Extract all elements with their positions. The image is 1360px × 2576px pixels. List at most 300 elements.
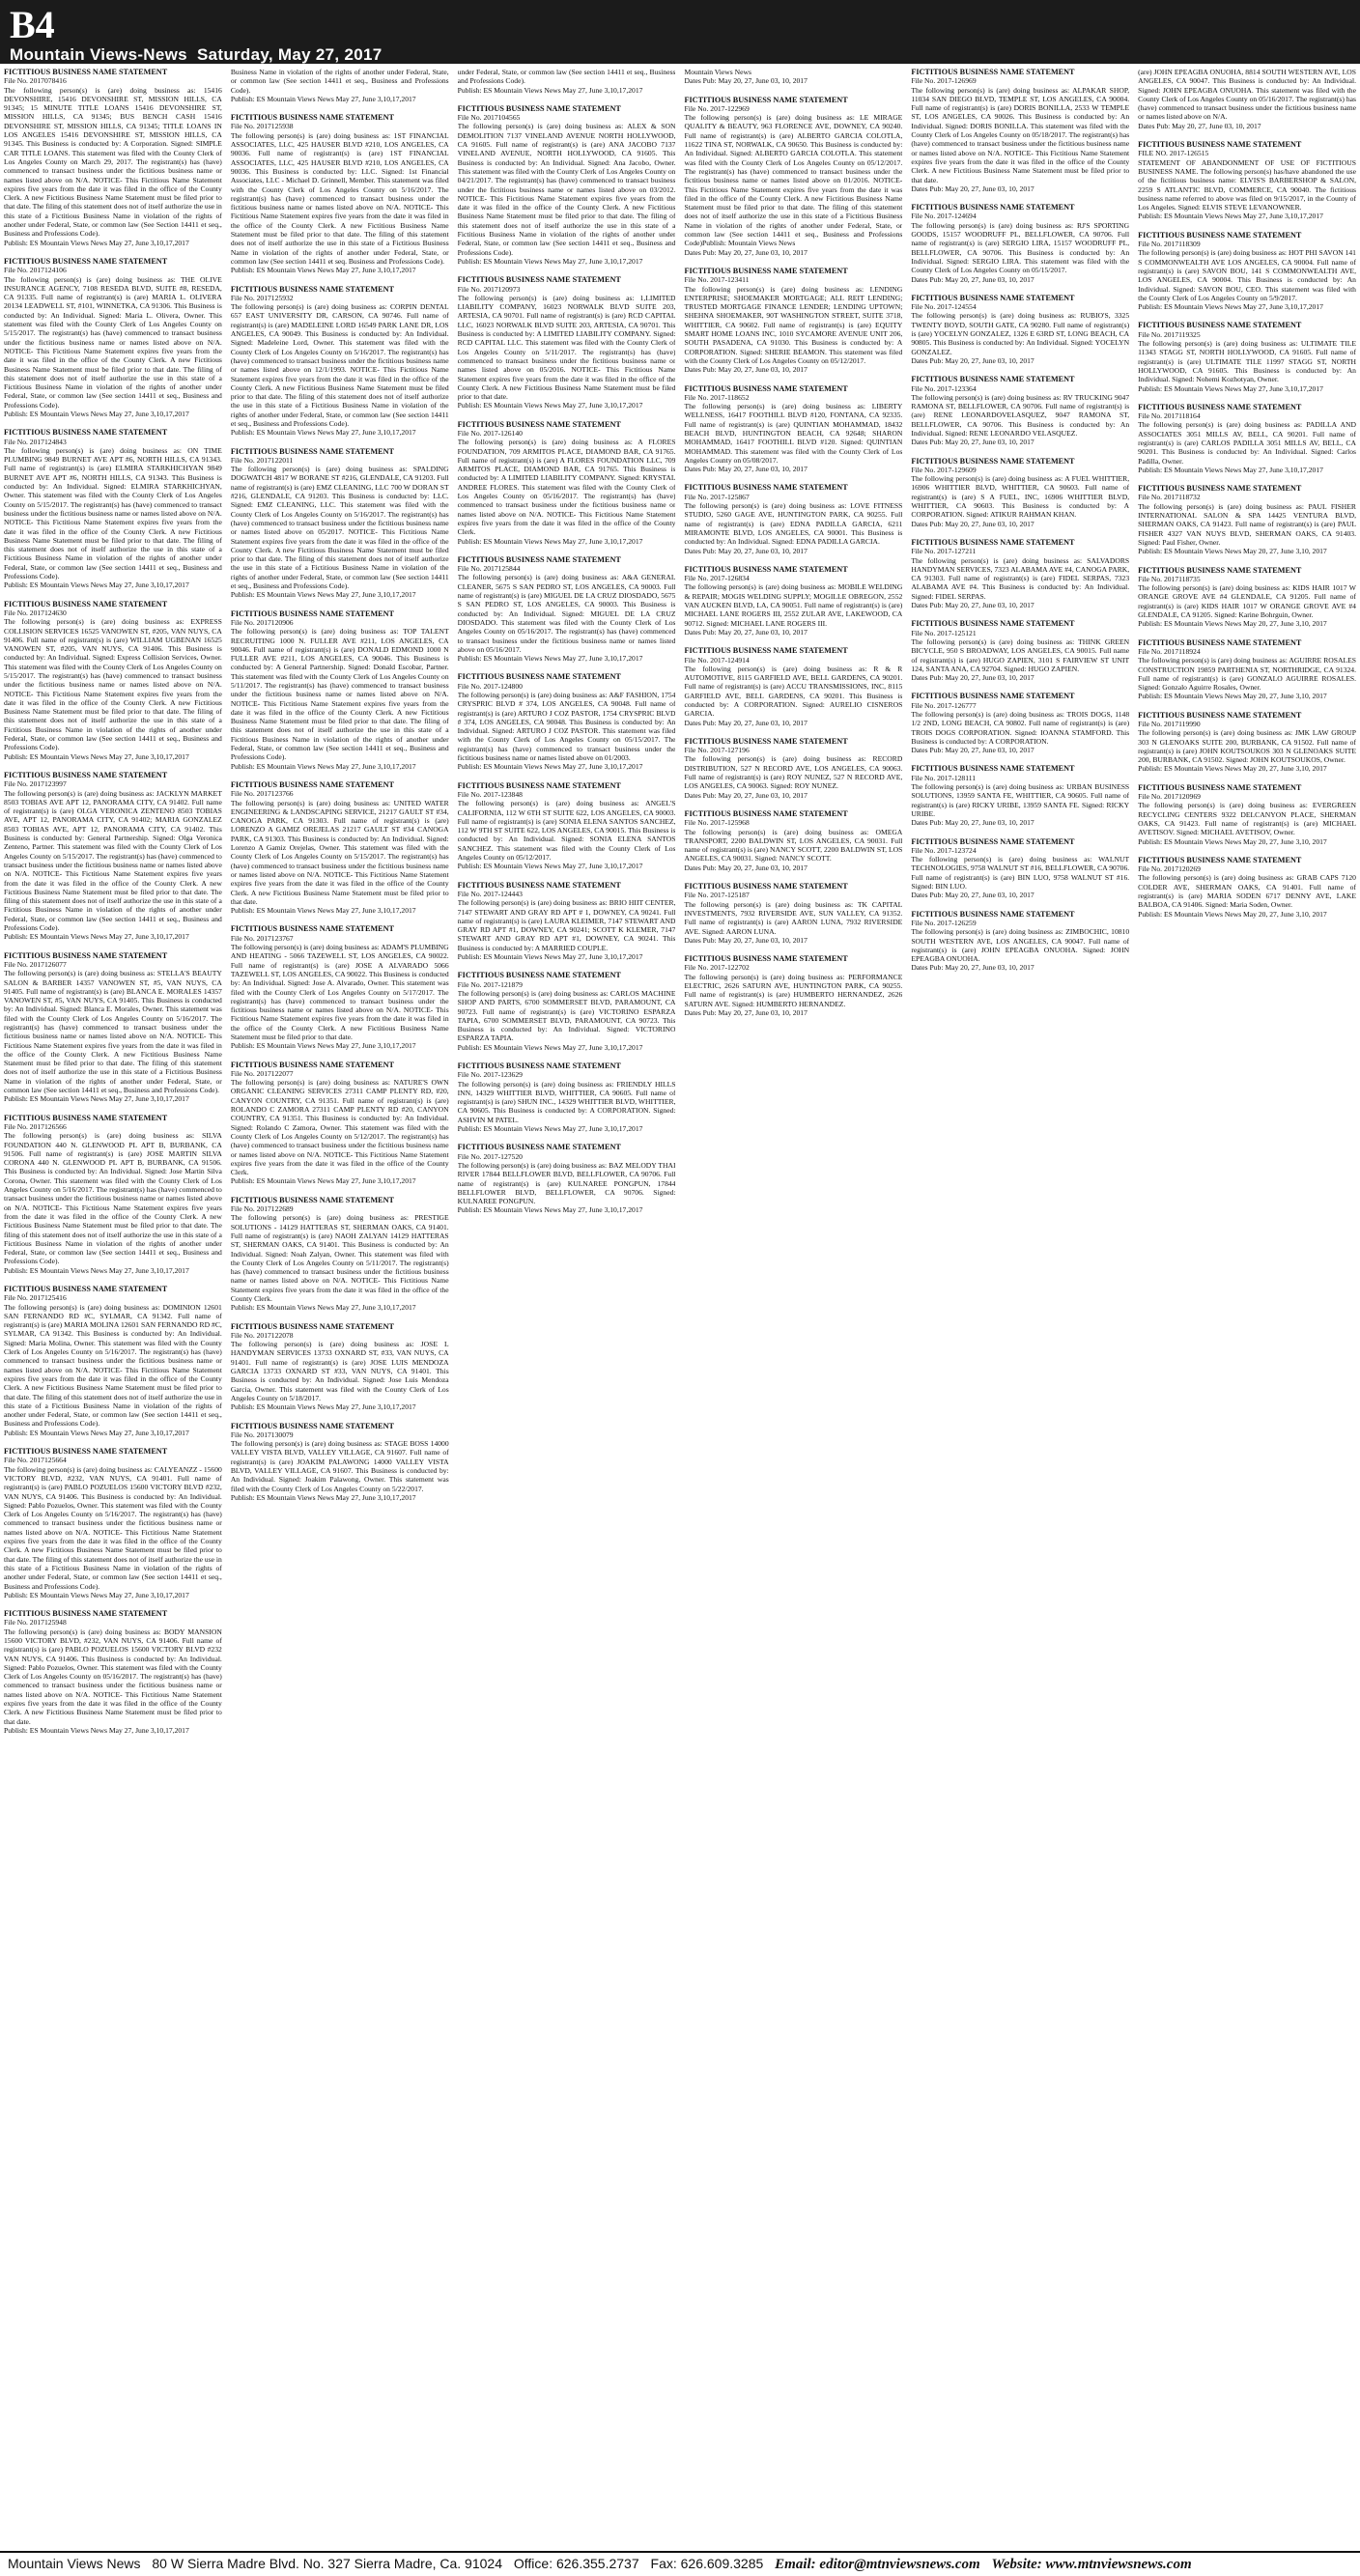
notice-body: The following person(s) is (are) doing business as: ULTIMATE TILE 11343 STAGG ST, NORTH HOLLYWOOD, CA 91605. Full name of registrant(s) is (are) ULTIMATE TILE 11997 STAGG ST, NORTH HOLLYWOOD, CA 91605. This Business is conducted by: An Individual. Signed: Nohemi Kozhotyan, Owner. <box>1138 339 1356 384</box>
legal-notice <box>458 1143 676 1214</box>
legal-notice <box>458 420 676 546</box>
notice-body: The following person(s) is (are) doing business as: STELLA'S BEAUTY SALON & BARBER 14357 VANOWEN ST, #5, VAN NUYS, CA 91405. Full name of registrant(s) is (are) BLANCA E. MORALES 14357 VANOWEN ST, #5, VAN NUYS, CA 91405. This Business is conducted by: An Individual. Signed: Blanca E. Morales, Owner. This statement was filed with the County Clerk of Los Angeles County on 5/16/2017. The registrant(s) has (have) commenced to transact business under the fictitious business name or names listed above on N/A. NOTICE- This Fictitious Name Statement expires five years from the date it was filed in the office of the County Clerk. A new Fictitious Business Name Statement must be filed prior to that date. The filing of this statement does not of itself authorize the use in this state of a Fictitious Business Name in violation of the rights of another under Federal, State, or common law (See section 14411 et seq., Business and Professions Code). <box>4 969 222 1095</box>
notice-heading: FICTITIOUS BUSINESS NAME STATEMENT <box>1138 637 1302 647</box>
footer-email[interactable]: Email: editor@mtnviewsnews.com <box>775 2557 980 2572</box>
notice-heading: FICTITIOUS BUSINESS NAME STATEMENT <box>457 275 621 285</box>
notice-publication-dates: Publish: ES Mountain Views News May 27, June 3,10,17,2017 <box>1138 212 1323 221</box>
notice-heading: FICTITIOUS BUSINESS NAME STATEMENT <box>230 924 395 934</box>
notice-publication-dates: Publish: ES Mountain Views News May 27, June 3,10,17,2017 <box>230 1402 416 1412</box>
notice-file-number: File No. 2017-123724 <box>911 845 977 855</box>
notice-body: The following person(s) is (are) doing business as: HOT PHI SAVON 141 S COMMONWEALTH AVE LOS ANGELES, CA 90004. Full name of registrant(s) is (are) SAVON BOU, 141 S COMMONWEALTH AVE, LOS ANGELES, CA 90004. This Business is conducted by: An Individual. Signed: SAVON BOU, CEO. This statement was filed with the County Clerk of Los Angeles County on 5/9/2017. <box>1138 248 1356 302</box>
notice-heading: FICTITIOUS BUSINESS NAME STATEMENT <box>4 1447 168 1457</box>
legal-notice <box>1138 638 1356 701</box>
legal-notice <box>911 619 1129 682</box>
notice-column <box>458 68 676 2548</box>
notice-body: The following person(s) is (are) doing business as: URBAN BUSINESS SOLUTIONS, 13959 SANTA FE, WHITTIER, CA 90605. Full name of registrant(s) is (are) RICKY URIBE, 13959 SANTA FE. Signed: RICKY URIBE. <box>911 782 1130 818</box>
notice-body: The following person(s) is (are) doing business as: DOMINION 12601 SAN FERNANDO RD #C, SYLMAR, CA 91342. Full name of registrant(s) is (are) MARIA MOLINA 12601 SAN FERNANDO RD #C, SYLMAR, CA 91342. This Business is conducted by: An Individual. Signed: Maria Molina, Owner. This statement was filed with the County Clerk of Los Angeles County on 5/16/2017. The registrant(s) has (have) commenced to transact business under the fictitious business name or names listed above on N/A. NOTICE- This Fictitious Name Statement expires five years from the date it was filed in the office of the County Clerk. A new Fictitious Business Name Statement must be filed prior to that date. The filing of this statement does not of itself authorize the use in this state of a Fictitious Business Name in violation of the rights of another under Federal, State, or common law (See section 14411 et seq., Business and Professions Code). <box>4 1302 222 1429</box>
notice-file-number: File No. 2017-124800 <box>457 681 523 691</box>
issue-date: Saturday, May 27, 2017 <box>196 45 382 64</box>
legal-notice <box>231 1422 449 1503</box>
notice-file-number: File No. 2017-126834 <box>684 574 750 583</box>
legal-notice <box>458 68 676 95</box>
notice-body: The following person(s) is (are) doing business as: SPALDING DOGWATCH 4817 W BORANE ST #216, GLENDALE, CA 91203. Full name of registrant(s) is (are) EMZ CLEANING, LLC 700 W DORAN ST #216, GLENDALE, CA 91203. This Business is conducted by: LLC. Signed: EMZ CLEANING, LLC. This statement was filed with the County Clerk of Los Angeles County on 5/16/2017. The registrant(s) has (have) commenced to transact business under the fictitious business name or names listed above on 05/2017. NOTICE- This Fictitious Name Statement expires five years from the date it was filed in the office of the County Clerk. A new Fictitious Business Name Statement must be filed prior to that date. The filing of this statement does not of itself authorize the use in this state of a Fictitious Business Name in violation of the rights of another under Federal, State, or common law (See section 14411 et seq., Business and Professions Code). <box>230 465 449 591</box>
notice-publication-dates: Publish: ES Mountain Views News May 27, June 3,10,17,2017 <box>4 580 189 590</box>
notice-publication-dates: Dates Pub: May 20, 27, June 03, 10, 2017 <box>684 627 808 637</box>
notice-publication-dates: Publish: ES Mountain Views News May 27, June 3,10,17,2017 <box>230 1176 416 1186</box>
notice-publication-dates: Publish: ES Mountain Views News May 27, June 3,10,17,2017 <box>457 85 643 95</box>
notice-publication-dates: Dates Pub: May 20, 27, June 03, 10, 2017 <box>1138 121 1261 130</box>
paper-name: Mountain Views-News <box>10 45 187 64</box>
notice-heading: FICTITIOUS BUSINESS NAME STATEMENT <box>230 779 395 789</box>
notice-body: The following person(s) is (are) doing business as: ALPAKAR SHOP, 11034 SAN DIEGO BLVD, TEMPLE ST, LOS ANGELES, CA 90004. Full name of registrant(s) is (are) DORIS BONILLA, 2533 W TEMPLE ST, LOS ANGELES, CA 90026. This Business is conducted by: An Individual. Signed: DORIS BONILLA. This statement was filed with the County Clerk of Los Angeles County on 05/18/2017. The registrant(s) has (have) commenced to transact business under the fictitious business name or names listed above on N/A. NOTICE- This Fictitious Name Statement expires five years from the date it was filed in the office of the County Clerk. A new Fictitious Business Name Statement must be filed prior to that date. <box>911 85 1130 184</box>
notice-body: Business Name in violation of the rights of another under Federal, State, or common law (See section 14411 et seq., Business and Professions Code). <box>230 68 449 95</box>
notice-body: The following person(s) is (are) doing business as: A FLORES FOUNDATION, 709 ARMITOS PLACE, DIAMOND BAR, CA 91765. Full name of registrant(s) is (are) A FLORES FOUNDATION LLC, 709 ARMITOS PLACE, DIAMOND BAR, CA 91765. This Business is conducted by: A LIMITED LIABILITY COMPANY. Signed: KRYSTAL ANDREE FLORES. This statement was filed with the County Clerk of Los Angeles County on 05/16/2017. The registrant(s) has (have) commenced to transact business under the fictitious business name or names listed above on N/A. NOTICE- This Fictitious Name Statement expires five years from the date it was filed in the office of the County Clerk. <box>457 438 676 537</box>
notice-body: The following person(s) is (are) doing business as: EVERGREEN RECYCLING CENTERS 9322 DELCANYON PLACE, SHERMAN OAKS, CA 91423. Full name of registrant(s) is (are) MICHAEL AVETISOV. Signed: MICHAEL AVETISOV, Owner. <box>1138 801 1356 837</box>
notice-file-number: File No. 2017123766 <box>230 789 294 799</box>
notice-file-number: File No. 2017119325 <box>1138 329 1201 339</box>
notice-body: under Federal, State, or common law (See section 14411 et seq., Business and Professions Code). <box>457 68 676 86</box>
notice-body: The following person(s) is (are) doing business as: ADAM'S PLUMBING AND HEATING - 5066 TAZEWELL ST, LOS ANGELES, CA 90022. Full name of registrant(s) is (are) JOSE A ALVARADO 5066 TAZEWELL ST, LOS ANGELES, CA 90022. This Business is conducted by: An Individual. Signed: Jose A. Alvarado, Owner. This statement was filed with the County Clerk of Los Angeles County on 5/17/2017. The registrant(s) has (have) commenced to transact business under the fictitious business name or names listed above on N/A. NOTICE- This Fictitious Name Statement expires five years from the date it was filed in the office of the County Clerk. A new Fictitious Business Name Statement must be filed prior to that date. <box>230 943 449 1041</box>
notice-publication-dates: Dates Pub: May 20, 27, June 03, 10, 2017 <box>684 718 808 727</box>
legal-notice <box>1138 140 1356 221</box>
legal-notice <box>684 68 902 86</box>
notice-body: The following person(s) is (are) doing business as: CALYEANZZ - 15600 VICTORY BLVD, #232, VAN NUYS, CA 91401. Full name of registrant(s) is (are) PABLO POZUELOS 15600 VICTORY BLVD #232, VAN NUYS, CA 91406. This Business is conducted by: An Individual. Signed: Pablo Pozuelos, Owner. This statement was filed with the County Clerk of Los Angeles County on 5/16/2017. The registrant(s) has (have) commenced to transact business under the fictitious business name or names listed above on N/A. NOTICE- This Fictitious Name Statement expires five years from the date it was filed in the office of the County Clerk. A new Fictitious Business Name Statement must be filed prior to that date. The filing of this statement does not of itself authorize the use in this state of a Fictitious Business Name in violation of the rights of another under Federal, State, or common law (See section 14411 et seq., Business and Professions Code). <box>4 1464 222 1591</box>
notice-file-number: File No. 2017-124694 <box>911 212 977 221</box>
notice-heading: FICTITIOUS BUSINESS NAME STATEMENT <box>684 646 848 656</box>
notice-publication-dates: Publish: ES Mountain Views News May 27, June 3,10,17,2017 <box>4 1428 189 1437</box>
notice-body: The following person(s) is (are) doing business as: RECORD DISTRIBUTION, 527 N RECORD AVE, LOS ANGELES, CA 90063. Full name of registrant(s) is (are) ROY NUNEZ, 527 N RECORD AVE, LOS ANGELES, CA 90063. Signed: ROY NUNEZ. <box>684 754 903 791</box>
notice-publication-dates: Publish: ES Mountain Views News May 27, June 3,10,17,2017 <box>230 1303 416 1313</box>
notice-publication-dates: Publish: ES Mountain Views News May 20, 27, June 3,10, 2017 <box>1138 619 1327 629</box>
legal-notice <box>458 1062 676 1133</box>
notice-body: The following person(s) is (are) doing business as: TROIS DOGS, 1148 1/2 2ND, LONG BEACH, CA 90802. Full name of registrant(s) is (are) TROIS DOGS CORPORATION. Signed: IOANNA STAMFORD. This Business is conducted by: A CORPORATION. <box>911 710 1130 746</box>
notice-heading: FICTITIOUS BUSINESS NAME STATEMENT <box>911 293 1075 302</box>
notice-heading: FICTITIOUS BUSINESS NAME STATEMENT <box>4 1285 168 1293</box>
notice-heading: FICTITIOUS BUSINESS NAME STATEMENT <box>457 1143 621 1152</box>
notice-publication-dates: Publish: ES Mountain Views News May 27, June 3,10,17,2017 <box>230 590 416 600</box>
legal-notice <box>911 692 1129 754</box>
notice-file-number: File No. 2017122077 <box>230 1068 294 1078</box>
notice-file-number: File No. 2017-122969 <box>684 103 750 113</box>
notice-body: The following person(s) is (are) doing business as: NATURE'S OWN ORGANIC CLEANING SERVICES 27311 CAMP PLENTY RD, #20, CANYON COUNTRY, CA 91351. Full name of registrant(s) is (are) ROLANDO C ZAMORA 27311 CAMP PLENTY RD #20, CANYON COUNTRY, CA 91351. This Business is conducted by: An Individual. Signed: Rolando C Zamora, Owner. This statement was filed with the County Clerk of Los Angeles County on 5/12/2017. The registrant(s) has (have) commenced to transact business under the fictitious business name or names listed above on N/A. NOTICE- This Fictitious Name Statement expires five years from the date it was filed in the office of the County Clerk. <box>230 1078 449 1177</box>
notice-body: The following person(s) is (are) doing business as: CORPIN DENTAL 657 EAST UNIVERSITY DR, CARSON, CA 90746. Full name of registrant(s) is (are) MADELEINE LORD 16549 PARK LANE DR, LOS ANGELES, CA 90049. This Business is conducted by: An Individual. Signed: Madeleine Lord, Owner. This statement was filed with the County Clerk of Los Angeles County on 5/16/2017. The registrant(s) has (have) commenced to transact business under the fictitious business name or names listed above on 12/1/1993. NOTICE- This Fictitious Name Statement expires five years from the date it was filed in the office of the County Clerk. A new Fictitious Business Name Statement must be filed prior to that date. The filing of this statement does not of itself authorize the use in this state of a Fictitious Business Name in violation of the rights of another under Federal, State, or common law (See section 14411 et seq., Business and Professions Code). <box>230 302 449 428</box>
notice-heading: FICTITIOUS BUSINESS NAME STATEMENT <box>4 950 168 960</box>
notice-publication-dates: Publish: ES Mountain Views News May 27, June 3,10,17,2017 <box>457 654 643 664</box>
notice-body: The following person(s) is (are) doing business as: PRESTIGE SOLUTIONS - 14129 HATTERAS ST, SHERMAN OAKS, CA 91401. Full name of registrant(s) is (are) NAOH ZALYAN 14129 HATTERAS ST, SHERMAN OAKS, CA 91401. This Business is conducted by: An Individual. Signed: Noah Zalyan, Owner. This statement was filed with the County Clerk of Los Angeles County on 5/11/2017. The registrant(s) has (have) commenced to transact business under the fictitious business name or names listed above on N/A. NOTICE- This Fictitious Name Statement expires five years from the date it was filed in the office of the County Clerk. <box>230 1213 449 1303</box>
notice-file-number: File No. 2017-128111 <box>911 773 977 782</box>
notice-heading: FICTITIOUS BUSINESS NAME STATEMENT <box>230 113 395 123</box>
notice-file-number: File No. 2017-118652 <box>684 392 750 402</box>
notice-publication-dates: Publish: ES Mountain Views News May 27, June 3,10,17,2017 <box>1138 465 1323 474</box>
notice-heading: FICTITIOUS BUSINESS NAME STATEMENT <box>457 672 621 682</box>
notice-body: The following person(s) is (are) doing business as: JOSE L HANDYMAN SERVICES 13733 OXNARD ST, #33, VAN NUYS, CA 91401. Full name of registrant(s) is (are) JOSE LUIS MENDOZA GARCIA 13733 OXNARD ST #33, VAN NUYS, CA 91401. This Business is conducted by: An Individual. Signed: Jose Luis Mendoza Garcia, Owner. This statement was filed with the County Clerk of Los Angeles County on 5/18/2017. <box>230 1340 449 1402</box>
notice-column <box>684 68 902 2548</box>
notice-file-number: File No. 2017126077 <box>4 959 67 969</box>
legal-notice <box>4 600 222 761</box>
legal-notice <box>4 1285 222 1437</box>
notice-publication-dates: Publish: ES Mountain Views News May 27, June 3,10,17,2017 <box>457 762 643 772</box>
notice-body: The following person(s) is (are) doing business as: PERFORMANCE ELECTRIC, 2626 SATURN AVE, HUNTINGTON PARK, CA 90255. Full name of registrant(s) is (are) HUMBERTO HERNANDEZ, 2626 SATURN AVE. Signed: HUMBERTO HERNANDEZ. <box>684 972 903 1008</box>
notice-body: The following person(s) is (are) doing business as: STAGE BOSS 14000 VALLEY VISTA BLVD, VALLEY VILLAGE, CA 91607. Full name of registrant(s) is (are) JOAKIM PALAWONG 14000 VALLEY VISTA BLVD, VALLEY VILLAGE, CA 91607. This Business is conducted by: An Individual. Signed: Joakim Palawong, Owner. This statement was filed with the County Clerk of Los Angeles County on 5/22/2017. <box>230 1439 449 1493</box>
notice-file-number: File No. 2017125416 <box>4 1293 67 1303</box>
legal-notice <box>684 882 902 945</box>
notice-publication-dates: Publish: ES Mountain Views News May 27, June 3,10,17,2017 <box>4 238 189 247</box>
legal-notice <box>4 1609 222 1735</box>
notice-publication-dates: Dates Pub: May 20, 27, June 03, 10, 2017 <box>911 355 1034 365</box>
footer-office: Office: 626.355.2737 <box>513 2556 639 2571</box>
notice-publication-dates: Dates Pub: May 20, 27, June 03, 10, 2017 <box>911 184 1034 193</box>
legal-notice <box>684 483 902 554</box>
notice-body: The following person(s) is (are) doing business as: BAZ MELODY THAI RIVER 17844 BELLFLOWER BLVD, BELLFLOWER, CA 90706. Full name of registrant(s) is (are) KULNAREE PONGPUN, 17844 BELLFLOWER BLVD, BELLFLOWER, CA 90706. Signed: KULNAREE PONGPUN. <box>457 1160 676 1206</box>
notice-publication-dates: Dates Pub: May 20, 27, June 03, 10, 2017 <box>684 1007 808 1017</box>
notice-heading: FICTITIOUS BUSINESS NAME STATEMENT <box>911 692 1075 701</box>
notice-file-number: File No. 2017120969 <box>1138 792 1201 802</box>
notice-body: The following person(s) is (are) doing business as: ALEX & SON DEMOLITION 7137 VINELAND AVENUE NORTH HOLLYWOOD, CA 91605. Full name of registrant(s) is (are) ANA JACOBO 7137 VINELAND AVENUE, NORTH HOLLYWOOD, CA 91605. This Business is conducted by: An Individual. Signed: Ana Jacobo, Owner. This statement was filed with the County Clerk of Los Angeles County on 04/21/2017. The registrant(s) has (have) commenced to transact business under the fictitious business name or names listed above on 03/2012. NOTICE- This Fictitious Name Statement expires five years from the date it was filed in the office of the County Clerk. A new Fictitious Business Name Statement must be filed prior to that date. The filing of this statement does not of itself authorize the use in this state of a Fictitious Business Name in violation of the rights of another under Federal, State, or common law (See section 14411 et seq., Business and Professions Code). <box>457 122 676 257</box>
notice-file-number: File No. 2017-127520 <box>457 1151 523 1161</box>
notice-publication-dates: Publish: ES Mountain Views News May 27, June 3,10,17,2017 <box>230 906 416 916</box>
notice-body: The following person(s) is (are) doing business as: CARLOS MACHINE SHOP AND PARTS, 6700 SOMMERSET BLVD, PARAMOUNT, CA 90723. Full name of registrant(s) is (are) VICTORINO ESPARZA TAPIA, 6700 SOMMERSET BLVD, PARAMOUNT, CA 90723. This Business is conducted by: An Individual. Signed: VICTORINO ESPARZA TAPIA. <box>457 988 676 1043</box>
page-number: B4 <box>10 3 55 46</box>
notice-publication-dates: Publish: ES Mountain Views News May 20, 27, June 3,10, 2017 <box>1138 692 1327 701</box>
notice-heading: FICTITIOUS BUSINESS NAME STATEMENT <box>1138 230 1302 240</box>
notice-publication-dates: Dates Pub: May 20, 27, June 03, 10, 2017 <box>911 818 1034 828</box>
legal-notice <box>684 737 902 800</box>
notice-body: The following person(s) is (are) doing business as: MOBILE WELDING & REPAIR; MOGIS WELDING SUPPLY; MOGILLE OBREGON, 2552 VAN AUCKEN BLVD, LA, CA 90051. Full name of registrant(s) is (are) MICHAEL LANE ROGERS III, 2552 ZULAR AVE, LAKEWOOD, CA 90712. Signed: MICHAEL LANE ROGERS III. <box>684 582 903 628</box>
notice-publication-dates: Dates Pub: May 20, 27, June 03, 10, 2017 <box>684 76 808 86</box>
legal-notice <box>4 1114 222 1275</box>
notice-body: The following person(s) is (are) doing business as: THINK GREEN BICYCLE, 950 S BROADWAY, LOS ANGELES, CA 90015. Full name of registrant(s) is (are) HUGO ZAPIEN, 3101 S FAIRVIEW ST UNIT 124, SANTA ANA, CA 92704. Signed: HUGO ZAPIEN. <box>911 637 1130 673</box>
notice-publication-dates: Publish: ES Mountain Views News May 27, June 3,10,17,2017 <box>4 1265 189 1275</box>
footer-fax: Fax: 626.609.3285 <box>650 2556 764 2571</box>
notice-file-number: File No. 2017-123364 <box>911 383 977 393</box>
legal-notice <box>231 1061 449 1186</box>
legal-notice <box>458 275 676 410</box>
notice-heading: FICTITIOUS BUSINESS NAME STATEMENT <box>684 954 848 964</box>
notice-body: The following person(s) is (are) doing business as: FRIENDLY HILLS INN, 14329 WHITTIER BLVD, WHITTIER, CA 90605. Full name of registrant(s) is (are) SHUN INC., 14329 WHITTIER BLVD, WHITTIER, CA 90605. This Business is conducted by: A CORPORATION. Signed: ASHVIN M PATEL. <box>457 1079 676 1124</box>
legal-notice <box>1138 711 1356 774</box>
notice-body: Mountain Views News <box>684 68 751 76</box>
notice-file-number: File No. 2017124106 <box>4 266 67 275</box>
notice-file-number: File No. 2017120973 <box>457 284 521 294</box>
notice-body: The following person(s) is (are) doing business as: ON TIME PLUMBING 9849 BURNET AVE APT #6, NORTH HILLS, CA 91343. Full name of registrant(s) is (are) ELMIRA STARKHICHYAN 9849 BURNET AVE APT #6, NORTH HILLS, CA 91343. This Business is conducted by: An Individual. Signed: ELMIRA STARKHICHYAN, Owner. This statement was filed with the County Clerk of Los Angeles County on 5/15/2017. The registrant(s) has (have) commenced to transact business under the fictitious business name or names listed above on N/A. NOTICE- This Fictitious Name Statement expires five years from the date it was filed in the office of the County Clerk. A new Fictitious Business Name Statement must be filed prior to that date. The filing of this statement does not of itself authorize the use in this state of a Fictitious Business Name in violation of the rights of another under Federal, State, or common law (See section 14411 et seq., Business and Professions Code). <box>4 445 222 581</box>
notice-publication-dates: Dates Pub: May 20, 27, June 03, 10, 2017 <box>684 546 808 555</box>
notice-heading: FICTITIOUS BUSINESS NAME STATEMENT <box>1138 321 1302 330</box>
notice-heading: FICTITIOUS BUSINESS NAME STATEMENT <box>684 736 848 746</box>
masthead-title <box>10 46 382 64</box>
legal-notice <box>1138 321 1356 392</box>
notice-file-number: File No. 2017119990 <box>1138 720 1201 728</box>
notice-body: The following person(s) is (are) doing business as: LIBERTY WELLNESS, 16417 FOOTHILL BLVD #120, FONTANA, CA 92335. Full name of registrant(s) is (are) QUINTIAN MOHAMMAD, 18432 BEACH BLVD, HUNTINGTON BEACH, CA 92648; SHARON MOHAMMAD, 16417 FOOTHILL BLVD #120. Signed: QUINTIAN MOHAMMAD. This statement was filed with the County Clerk of Los Angeles County on 05/08/2017. <box>684 402 903 465</box>
notice-publication-dates: Dates Pub: May 20, 27, June 03, 10, 2017 <box>684 935 808 945</box>
notice-heading: FICTITIOUS BUSINESS NAME STATEMENT <box>1138 782 1302 792</box>
notice-heading: FICTITIOUS BUSINESS NAME STATEMENT <box>1138 565 1302 575</box>
notice-file-number: File No. 2017-126259 <box>911 918 977 927</box>
notice-heading: FICTITIOUS BUSINESS NAME STATEMENT <box>4 770 168 779</box>
notice-body: The following person(s) is (are) doing business as: AGUIRRE ROSALES CONSTRUCTION 19859 PARTHENIA ST, NORTHRIDGE, CA 91324. Full name of registrant(s) is (are) GONZALO AGUIRRE ROSALES. Signed: Gonzalo Aguirre Rosales, Owner. <box>1138 656 1356 693</box>
notice-heading: FICTITIOUS BUSINESS NAME STATEMENT <box>230 284 395 294</box>
notice-publication-dates: Publish: ES Mountain Views News May 27, June 3,10,17,2017 <box>230 761 416 771</box>
legal-notice <box>231 609 449 771</box>
notice-heading: FICTITIOUS BUSINESS NAME STATEMENT <box>1138 710 1302 720</box>
notice-file-number: File No. 2017-125121 <box>911 628 977 637</box>
notice-publication-dates: Publish: ES Mountain Views News May 27, June 3,10,17,2017 <box>230 94 416 103</box>
notice-heading: FICTITIOUS BUSINESS NAME STATEMENT <box>911 764 1075 774</box>
notice-publication-dates: Dates Pub: May 20, 27, June 03, 10, 2017 <box>911 673 1034 683</box>
notice-publication-dates: Dates Pub: May 20, 27, June 03, 10, 2017 <box>684 863 808 872</box>
notice-body: The following person(s) is (are) doing business as: 15416 DEVONSHIRE, 15416 DEVONSHIRE ST, MISSION HILLS, CA 91345; 15 MINUTE TITLE LOANS 15416 DEVONSHIRE ST, MISSION HILLS, CA 91345; BUS BENCH CASH 15416 DEVONSHIRE ST, MISSION HILLS, CA 91345; TITLE LOANS IN LOS ANGELES 15416 DEVONSHIRE ST, MISSION HILLS, CA 91345. This Business is conducted by: A Corporation. Signed: SIMPLE CAR TITLE LOANS. This statement was filed with the County Clerk of Los Angeles County on March 29, 2017. The registrant(s) has (have) commenced to transact business under the fictitious business name or names listed above on N/A. NOTICE- This Fictitious Name Statement expires five years from the date it was filed in the office of the County Clerk. A new Fictitious Business Name Statement must be filed prior to that date. The filing of this statement does not of itself authorize the use in this state of a Fictitious Business Name in violation of the rights of another under Federal, State, or common law (See Section 14411 et seq., Business and Professions Code). <box>4 85 222 239</box>
notice-file-number: File No. 2017-121879 <box>457 979 523 989</box>
notice-body: The following person(s) is (are) doing business as: ZIMBOCHIC, 10810 SOUTH WESTERN AVE, LOS ANGELES, CA 90047. Full name of registrant(s) is (are) JOHN EPEAGBA ONUOHA. Signed: JOHN EPEAGBA ONUOHA. <box>911 927 1130 964</box>
notice-body: The following person(s) is (are) doing business as: LENDING ENTERPRISE; SHOEMAKER MORTGAGE; ALL REIT LENDING; TRUSTED MORTGAGE FINANCE LENDER; LENDING UPTOWN; SHEHNA SHOEMAKER, 90T WASHINGTON STREET, SUITE 3718, WHITTIER, CA 90602. Full name of registrant(s) is (are) EQUITY SMART HOME LOANS INC, 1010 SYCAMORE AVENUE UNIT 206, SOUTH PASADENA, CA 91030. This Business is conducted by: A CORPORATION. Signed: SHERIE BEAMON. This statement was filed with the County Clerk of Los Angeles County on 05/12/2017. <box>684 284 903 365</box>
notice-heading: FICTITIOUS BUSINESS NAME STATEMENT <box>911 68 1075 76</box>
notice-publication-dates: Publish: ES Mountain Views News May 20, 27, June 3,10, 2017 <box>1138 764 1327 774</box>
notice-file-number: File No. 2017124843 <box>4 437 67 446</box>
notice-publication-dates: Publish: ES Mountain Views News May 27, June 3,10,17,2017 <box>230 428 416 438</box>
notice-file-number: File No. 2017-124443 <box>457 889 523 898</box>
legal-notice <box>911 910 1129 973</box>
legal-notice <box>911 68 1129 193</box>
notice-file-number: File No. 2017-124914 <box>684 655 750 665</box>
legal-notice <box>4 68 222 247</box>
notice-file-number: File No. 2017125664 <box>4 1456 67 1465</box>
notice-heading: FICTITIOUS BUSINESS NAME STATEMENT <box>684 564 848 574</box>
legal-notice <box>4 428 222 589</box>
notice-file-number: File No. 2017-124554 <box>911 302 977 312</box>
legal-notice <box>4 771 222 942</box>
notice-heading: FICTITIOUS BUSINESS NAME STATEMENT <box>4 599 168 609</box>
notice-file-number: File No. 2017118164 <box>1138 411 1201 421</box>
notice-heading: FICTITIOUS BUSINESS NAME STATEMENT <box>684 483 848 493</box>
legal-notice <box>911 294 1129 365</box>
notice-heading: FICTITIOUS BUSINESS NAME STATEMENT <box>4 1113 168 1122</box>
notice-body: The following person(s) is (are) doing business as: JACKLYN MARKET 8503 TOBIAS AVE APT 12, PANORAMA CITY, CA 91402. Full name of registrant(s) is (are) OLGA VERONICA ZENTENO 8503 TOBIAS AVE, APT 12, PANORAMA CITY, CA 91402; MARIA GONZALEZ 8503 TOBIAS AVE, APT 12, PANORAMA CITY, CA 91402. This Business is conducted by: General Partnership. Signed: Olga Veronica Zenteno, Partner. This statement was filed with the County Clerk of Los Angeles County on 5/15/2017. The registrant(s) has (have) commenced to transact business under the fictitious business name or names listed above on N/A. NOTICE- This Fictitious Name Statement expires five years from the date it was filed in the office of the County Clerk. A new Fictitious Business Name Statement must be filed prior to that date. The filing of this statement does not of itself authorize the use in this state of a Fictitious Business Name in violation of the rights of another under Federal, State, or common law (See section 14411 et seq., Business and Professions Code). <box>4 788 222 933</box>
notice-publication-dates: Publish: ES Mountain Views News May 27, June 3,10,17,2017 <box>4 409 189 418</box>
legal-notice <box>1138 484 1356 555</box>
notice-file-number: File No. 2017118924 <box>1138 646 1201 656</box>
legal-notice <box>458 881 676 962</box>
notice-heading: FICTITIOUS BUSINESS NAME STATEMENT <box>911 836 1075 846</box>
notice-file-number: File No. 2017118735 <box>1138 574 1201 583</box>
notice-body: The following person(s) is (are) doing business as: EXPRESS COLLISION SERVICES 16525 VANOWEN ST, #205, VAN NUYS, CA 91406. Full name of registrant(s) is (are) WILLIAM UGBENAN 16525 VANOWEN ST, #205, VAN NUYS, CA 91406. This Business is conducted by: An Individual. Signed: Express Collision Services, Owner. This statement was filed with the County Clerk of Los Angeles County on 5/15/2017. The registrant(s) has (have) commenced to transact business under the fictitious business name or names listed above on N/A. NOTICE- This Fictitious Name Statement expires five years from the date it was filed in the office of the County Clerk. A new Fictitious Business Name Statement must be filed prior to that date. The filing of this statement does not of itself authorize the use in this state of a Fictitious Business Name in violation of the rights of another under Federal, State, or common law (See section 14411 et seq., Business and Professions Code). <box>4 617 222 752</box>
notice-body: The following person(s) is (are) doing business as: A&A GENERAL CLEANER, 5675 S SAN PEDRO ST, LOS ANGELES, CA 90003. Full name of registrant(s) is (are) MIGUEL DE LA CRUZ DIOSDADO, 5675 S SAN PEDRO ST, LOS ANGELES, CA 90003. This Business is conducted by: An Individual. Signed: MIGUEL DE LA CRUZ DIOSDADO. This statement was filed with the County Clerk of Los Angeles County on 05/16/2017. The registrant(s) has (have) commenced to transact business under the fictitious business name or names listed above on 05/16/2017. <box>457 573 676 654</box>
notice-publication-dates: Dates Pub: May 20, 27, June 03, 10, 2017 <box>684 365 808 375</box>
footer-website[interactable]: Website: www.mtnviewsnews.com <box>991 2557 1192 2572</box>
notice-publication-dates: Publish: ES Mountain Views News May 27, June 3,10,17,2017 <box>4 1094 189 1104</box>
notice-file-number: File No. 2017-126777 <box>911 700 977 710</box>
legal-notice <box>1138 856 1356 919</box>
notice-publication-dates: Dates Pub: May 20, 27, June 03, 10, 2017 <box>911 601 1034 610</box>
masthead <box>0 0 1360 64</box>
notice-heading: FICTITIOUS BUSINESS NAME STATEMENT <box>911 909 1075 919</box>
notice-body: The following person(s) is (are) doing business as: A&F FASHION, 1754 CRYSPRIC BLVD # 374, LOS ANGELES, CA 90048. Full name of registrant(s) is (are) ARTURO J COZ PASTOR, 1754 CRYSPRIC BLVD # 374, LOS ANGELES, CA 90048. This Business is conducted by: An Individual. Signed: ARTURO J COZ PASTOR. This statement was filed with the County Clerk of Los Angeles County on 05/15/2017. The registrant(s) has (have) commenced to transact business under the fictitious business name or names listed above on 01/2003. <box>457 691 676 763</box>
notice-publication-dates: Dates Pub: May 20, 27, June 03, 10, 2017 <box>911 438 1034 447</box>
notice-body: The following person(s) is (are) doing business as: RJ'S SPORTING GOODS, 15157 WOODRUFF PL, BELLFLOWER, CA 90706. Full name of registrant(s) is (are) SERGIO LIRA, 15157 WOODRUFF PL, BELLFLOWER, CA 90706. This Business is conducted by: An Individual. Signed: SERGIO LIRA. This statement was filed with the County Clerk of Los Angeles County on 05/15/2017. <box>911 220 1130 275</box>
notice-publication-dates: Dates Pub: May 20, 27, June 03, 10, 2017 <box>911 519 1034 528</box>
notice-file-number: File No. 2017118309 <box>1138 240 1201 249</box>
notice-publication-dates: Publish: ES Mountain Views News May 27, June 3,10,17,2017 <box>230 1492 416 1502</box>
legal-notice <box>911 837 1129 900</box>
notice-publication-dates: Publish: ES Mountain Views News May 27, June 3,10,17,2017 <box>4 1590 189 1599</box>
notice-publication-dates: Publish: ES Mountain Views News May 27, June 3,10,17,2017 <box>457 536 643 546</box>
notice-publication-dates: Publish: ES Mountain Views News May 27, June 3,10,17,2017 <box>4 1725 189 1735</box>
legal-notice <box>231 285 449 438</box>
notice-publication-dates: Publish: ES Mountain Views News May 27, June 3,10,17,2017 <box>1138 383 1323 393</box>
legal-notice <box>231 68 449 103</box>
notice-body: The following person(s) is (are) doing business as: TOP TALENT RECRUITING 1000 N. FULLER AVE #211, LOS ANGELES, CA 90046. Full name of registrant(s) is (are) DONALD EDMOND 1000 N FULLER AVE #211, LOS ANGELES, CA 90046. This Business is conducted by: A General Partnership. Signed: Donald Escobar, Partner. This statement was filed with the County Clerk of Los Angeles County on 5/11/2017. The registrant(s) has (have) commenced to transact business under the fictitious business name or names listed above on N/A. NOTICE- This Fictitious Name Statement expires five years from the date it was filed in the office of the County Clerk. A new Fictitious Business Name Statement must be filed prior to that date. The filing of this statement does not of itself authorize the use in this state of a Fictitious Business Name in violation of the rights of another under Federal, State, or common law (See section 14411 et seq., Business and Professions Code). <box>230 627 449 762</box>
notice-body: The following person(s) is (are) doing business as: BRIO HIIT CENTER, 7147 STEWART AND GRAY RD APT # 1, DOWNEY, CA 90241. Full name of registrant(s) is (are) LAURA KLEIMER, 7147 STEWART AND GRAY RD APT #1, DOWNEY, CA 90241; SCOTT K KLEMER, 7147 STEWART AND GRAY RD APT #1, DOWNEY, CA 90241. This Business is conducted by: A MARRIED COUPLE. <box>457 898 676 952</box>
notice-heading: FICTITIOUS BUSINESS NAME STATEMENT <box>4 68 168 76</box>
footer-address: 80 W Sierra Madre Blvd. No. 327 Sierra Madre, Ca. 91024 <box>152 2556 502 2571</box>
notice-file-number: File No. 2017078416 <box>4 76 67 86</box>
notice-publication-dates: Dates Pub: May 20, 27, June 03, 10, 2017 <box>911 274 1034 284</box>
legal-notice <box>911 764 1129 827</box>
notice-heading: FICTITIOUS BUSINESS NAME STATEMENT <box>911 537 1075 547</box>
legal-notice <box>684 646 902 727</box>
legal-notice <box>911 538 1129 609</box>
notice-publication-dates: Publish: ES Mountain Views News May 27, June 3,10,17,2017 <box>457 1205 643 1215</box>
legal-notice <box>458 672 676 771</box>
notice-file-number: File No. 2017123767 <box>230 933 294 943</box>
notice-heading: FICTITIOUS BUSINESS NAME STATEMENT <box>457 971 621 980</box>
notice-publication-dates: Publish: ES Mountain Views News May 27, June 3,10,17,2017 <box>230 1041 416 1051</box>
notice-file-number: File No. 2017-123629 <box>457 1070 523 1080</box>
notice-heading: FICTITIOUS BUSINESS NAME STATEMENT <box>684 95 848 104</box>
notice-heading: FICTITIOUS BUSINESS NAME STATEMENT <box>230 446 395 456</box>
notice-heading: FICTITIOUS BUSINESS NAME STATEMENT <box>230 1060 395 1069</box>
notice-heading: FICTITIOUS BUSINESS NAME STATEMENT <box>4 1609 168 1619</box>
notice-file-number: File No. 2017122078 <box>230 1330 294 1340</box>
notice-file-number: File No. 2017-126969 <box>911 76 977 86</box>
notice-heading: FICTITIOUS BUSINESS NAME STATEMENT <box>684 266 848 275</box>
page-footer <box>0 2551 1360 2576</box>
notice-file-number: File No. 2017-127196 <box>684 746 750 755</box>
legal-notice <box>684 267 902 375</box>
notice-body: The following person(s) is (are) doing business as: R & R AUTOMOTIVE, 8115 GARFIELD AVE, BELL GARDENS, CA 90201. Full name of registrant(s) is (are) ACCU TRANSMISSIONS, INC, 8115 GARFIELD AVE, BELL GARDENS, CA 90201. This Business is conducted by: A CORPORATION. Signed: AURELIO CISNEROS GARCIA. <box>684 664 903 719</box>
notice-body: The following person(s) is (are) doing business as: UNITED WATER ENGINEERING & LANDSCAPING SERVICE, 21217 GAULT ST #34, CANOGA PARK, CA 91303. Full name of registrant(s) is (are) LORENZO A GAMIZ OREJELAS 21217 GAULT ST #34 CANOGA PARK, CA 91303. This Business is conducted by: An Individual. Signed: Lorenzo A Gamiz Orejelas, Owner. This statement was filed with the County Clerk of Los Angeles County on 5/15/2017. The registrant(s) has (have) commenced to transact business under the fictitious business name or names listed above on N/A. NOTICE- This Fictitious Name Statement expires five years from the date it was filed in the office of the County Clerk. A new Fictitious Business Name Statement must be filed prior to that date. <box>230 798 449 906</box>
legal-notice <box>911 457 1129 528</box>
notice-file-number: File No. 2017-123411 <box>684 275 750 285</box>
notice-body: The following person(s) is (are) doing business as: ANGEL'S CALIFORNIA, 112 W 6TH ST SUITE 622, LOS ANGELES, CA 90003. Full name of registrant(s) is (are) SONIA ELENA SANTOS SANCHEZ, 112 W 9TH ST SUITE 622, LOS ANGELES, CA 90015. This Business is conducted by: An Individual. Signed: SONIA ELENA SANTOS SANCHEZ. This statement was filed with the County Clerk of Los Angeles County on 05/12/2017. <box>457 799 676 863</box>
notice-heading: FICTITIOUS BUSINESS NAME STATEMENT <box>911 375 1075 384</box>
notice-body: The following person(s) is (are) doing business as: JMK LAW GROUP 303 N GLENOAKS SUITE 200, BURBANK, CA 91502. Full name of registrant(s) is (are) JOHN KOUTSOUKOS 303 N GLENOAKS SUITE 200, BURBANK, CA 91502. Signed: JOHN KOUTSOUKOS, Owner. <box>1138 728 1356 765</box>
notice-heading: FICTITIOUS BUSINESS NAME STATEMENT <box>457 1061 621 1070</box>
notice-file-number: File No. 2017125844 <box>457 564 521 574</box>
notice-heading: FICTITIOUS BUSINESS NAME STATEMENT <box>230 1321 395 1331</box>
notice-heading: FICTITIOUS BUSINESS NAME STATEMENT <box>1138 484 1302 494</box>
legal-notice <box>684 565 902 637</box>
notice-file-number: File No. 2017120269 <box>1138 864 1201 874</box>
legal-notice <box>1138 566 1356 629</box>
legal-notice <box>231 1196 449 1313</box>
notice-publication-dates: Dates Pub: May 20, 27, June 03, 10, 2017 <box>684 465 808 474</box>
notice-publication-dates: Dates Pub: May 20, 27, June 03, 10, 2017 <box>684 790 808 800</box>
notice-heading: FICTITIOUS BUSINESS NAME STATEMENT <box>911 619 1075 629</box>
notice-file-number: File No. 2017120906 <box>230 617 294 627</box>
notice-heading: FICTITIOUS BUSINESS NAME STATEMENT <box>457 554 621 564</box>
notice-heading: FICTITIOUS BUSINESS NAME STATEMENT <box>911 203 1075 212</box>
notice-file-number: File No. 2017126566 <box>4 1121 67 1131</box>
legal-notices-columns <box>4 68 1356 2548</box>
notice-publication-dates: Publish: ES Mountain Views News May 27, June 3,10,17,2017 <box>457 952 643 962</box>
notice-body: (are) JOHN EPEAGBA ONUOHA, 8814 SOUTH WESTERN AVE, LOS ANGELES, CA 90047. This Business is conducted by: An Individual. Signed: JOHN EPEAGBA ONUOHA. This statement was filed with the County Clerk of Los Angeles County on 05/16/2017. The registrant(s) has (have) commenced to transact business under the fictitious business name or names listed above on N/A. <box>1138 68 1356 122</box>
legal-notice <box>1138 231 1356 312</box>
notice-column <box>1138 68 1356 2548</box>
notice-publication-dates: Publish: ES Mountain Views News May 27, June 3,10,17,2017 <box>230 266 416 275</box>
legal-notice <box>231 780 449 915</box>
legal-notice <box>911 203 1129 284</box>
notice-column <box>231 68 449 2548</box>
legal-notice <box>231 113 449 274</box>
notice-file-number: File No. 2017-125867 <box>684 492 750 501</box>
notice-file-number: File No. 2017-123848 <box>457 789 523 799</box>
notice-heading: FICTITIOUS BUSINESS NAME STATEMENT <box>457 103 621 113</box>
legal-notice <box>4 1447 222 1599</box>
legal-notice <box>458 781 676 871</box>
legal-notice <box>231 924 449 1050</box>
notice-heading: FICTITIOUS BUSINESS NAME STATEMENT <box>457 880 621 890</box>
legal-notice <box>1138 403 1356 474</box>
notice-file-number: File No. 2017-126140 <box>457 428 523 438</box>
notice-file-number: File No. 2017123997 <box>4 779 67 789</box>
notice-body: The following person(s) is (are) doing business as: 1,LIMITED LIABILITY COMPANY, 16023 NORWALK BLVD SUITE 203, ARTESIA, CA 90701. Full name of registrant(s) is (are) RCD CAPITAL LLC, 16023 NORWALK BLVD SUITE 203, ARTESIA, CA 90701. This Business is conducted by: A LIMITED LIABILITY COMPANY. Signed: RCD CAPITAL LLC. This statement was filed with the County Clerk of Los Angeles County on 5/11/2017. The registrant(s) has (have) commenced to transact business under the fictitious business name or names listed above on 05/2016. NOTICE- This Fictitious Name Statement expires five years from the date it was filed in the office of the County Clerk. A new Fictitious Business Name Statement must be filed prior to that date. <box>457 293 676 402</box>
notice-file-number: File No. 2017125938 <box>230 122 294 131</box>
legal-notice <box>684 809 902 872</box>
notice-body: The following person(s) is (are) doing business as: PAUL FISHER INTERNATIONAL SALON & SPA 14425 VENTURA BLVD, SHERMAN OAKS, CA 91423. Full name of registrant(s) is (are) PAUL FISHER 4327 VAN NUYS BLVD, SHERMAN OAKS, CA 91403. Signed: Paul Fisher, Owner. <box>1138 501 1356 547</box>
notice-body: The following person(s) is (are) doing business as: SILVA FOUNDATION 440 N. GLENWOOD PL APT B, BURBANK, CA 91506. Full name of registrant(s) is (are) JOSE MARTIN SILVA CORONA 440 N. GLENWOOD PL APT B, BURBANK, CA 91506. This Business is conducted by: An Individual. Signed: Jose Martin Silva Corona, Owner. This statement was filed with the County Clerk of Los Angeles County on 5/16/2017. The registrant(s) has (have) commenced to transact business under the fictitious business name or names listed above on N/A. NOTICE- This Fictitious Name Statement expires five years from the date it was filed in the office of the County Clerk. A new Fictitious Business Name Statement must be filed prior to that date. The filing of this statement does not of itself authorize the use in this state of a Fictitious Business Name in violation of the rights of another under Federal, State, or common law (See section 14411 et seq., Business and Professions Code). <box>4 1131 222 1266</box>
notice-publication-dates: Publish: ES Mountain Views News May 27, June 3,10,17,2017 <box>457 1042 643 1052</box>
notice-file-number: File No. 2017-125187 <box>684 891 750 900</box>
notice-body: The following person(s) is (are) doing business as: A FUEL WHITTIER, 16906 WHITTIER BLVD, WHITTIER, CA 90603. Full name of registrant(s) is (are) S A FUEL, INC, 16906 WHITTIER BLVD, WHITTIER, CA 90603. This Business is conducted by: A CORPORATION. Signed: ATIKUR RAHMAN KHAN. <box>911 474 1130 520</box>
notice-body: The following person(s) is (are) doing business as: KIDS HAIR 1017 W ORANGE GROVE AVE #4 GLENDALE, CA 91205. Full name of registrant(s) is (are) KIDS HAIR 1017 W ORANGE GROVE AVE #4 GLENDALE, CA 91205. Signed: Karine Bohrguin, Owner. <box>1138 583 1356 620</box>
notice-body: The following person(s) is (are) doing business as: LOVE FITNESS STUDIO, 5260 GAGE AVE, HUNTINGTON PARK, CA 90255. Full name of registrant(s) is (are) EDNA PADILLA GARCIA, 6211 MIRAMONTE BLVD, LOS ANGELES, CA 90001. This Business is conducted by: An Individual. Signed: EDNA PADILLA GARCIA. <box>684 501 903 547</box>
notice-file-number: File No. 2017118732 <box>1138 493 1201 502</box>
notice-file-number: File No. 2017104565 <box>457 113 521 123</box>
notice-file-number: File No. 2017125932 <box>230 293 294 302</box>
notice-body: The following person(s) is (are) doing business as: SALVADORS HANDYMAN SERVICES, 7323 ALABAMA AVE #4, CANOGA PARK, CA 91303. Full name of registrant(s) is (are) FIDEL SERPAS, 7323 ALABAMA AVE #4. This Business is conducted by: An Individual. Signed: FIDEL SERPAS. <box>911 555 1130 601</box>
notice-body: The following person(s) is (are) doing business as: PADILLA AND ASSOCIATES 3051 MILLS AV, BELL, CA 90201. Full name of registrant(s) is (are) CARLOS PADILLA 3051 MILLS AV, BELL, CA 90201. This Business is conducted by: An Individual. Signed: Carlos Padilla, Owner. <box>1138 420 1356 466</box>
legal-notice <box>684 96 902 257</box>
notice-publication-dates: Publish: ES Mountain Views News May 27, June 3,10,17,2017 <box>457 1124 643 1134</box>
legal-notice <box>1138 783 1356 846</box>
notice-publication-dates: Publish: ES Mountain Views News May 27, June 3,10,17,2017 <box>457 862 643 871</box>
notice-file-number: File No. 2017-127211 <box>911 547 977 556</box>
notice-body: The following person(s) is (are) doing business as: WALNUT TECHNOLOGIES, 9758 WALNUT ST #16, BELLFLOWER, CA 90706. Full name of registrant(s) is (are) BIN LUO, 9758 WALNUT ST #16. Signed: BIN LUO. <box>911 855 1130 892</box>
notice-publication-dates: Publish: ES Mountain Views News May 27, June 3,10,17,2017 <box>1138 302 1323 312</box>
legal-notice <box>458 555 676 664</box>
notice-body: The following person(s) is (are) doing business as: 1ST FINANCIAL ASSOCIATES, LLC, 425 HAUSER BLVD #210, LOS ANGELES, CA 90036. Full name of registrant(s) is (are) 1ST FINANCIAL ASSOCIATES, LLC, 425 HAUSER BLVD #210, LOS ANGELES, CA 90036. This Business is conducted by: LLC. Signed: 1st Financial Associates, LLC - Michael D. Grinnell, Member. This statement was filed with the County Clerk of Los Angeles County on 5/16/2017. The registrant(s) has (have) commenced to transact business under the fictitious business name or names listed above on N/A. NOTICE- This Fictitious Name Statement expires five years from the date it was filed in the office of the County Clerk. A new Fictitious Business Name Statement must be filed prior to that date. The filing of this statement does not of itself authorize the use in this state of a Fictitious Business Name in violation of the rights of another under Federal, State, or common law (See section 14411 et seq. Business and Professions Code). <box>230 130 449 266</box>
legal-notice <box>458 104 676 266</box>
notice-file-number: File No. 2017122689 <box>230 1204 294 1214</box>
notice-publication-dates: Publish: ES Mountain Views News May 27, June 3,10,17,2017 <box>457 256 643 266</box>
legal-notice <box>4 951 222 1104</box>
notice-body: The following person(s) is (are) doing business as: BODY MANSION 15600 VICTORY BLVD, #232, VAN NUYS, CA 91406. Full name of registrant(s) is (are) PABLO POZUELOS 15600 VICTORY BLVD #232 VAN NUYS, CA 91406. This Business is conducted by: An Individual. Signed: Pablo Pozuelos, Owner. This statement was filed with the County Clerk of Los Angeles County on 05/16/2017. The registrant(s) has (have) commenced to transact business under the fictitious business name or names listed above on N/A. NOTICE- This Fictitious Name Statement expires five years from the date it was filed in the office of the County Clerk. A new Fictitious Business Name Statement must be filed prior to that date. <box>4 1627 222 1726</box>
notice-heading: FICTITIOUS BUSINESS NAME STATEMENT <box>684 383 848 393</box>
legal-notice <box>684 384 902 474</box>
notice-file-number: File No. 2017-122702 <box>684 963 750 973</box>
notice-heading: FICTITIOUS BUSINESS NAME STATEMENT <box>911 456 1075 466</box>
notice-heading: FICTITIOUS BUSINESS NAME STATEMENT <box>230 1421 395 1430</box>
notice-heading: FICTITIOUS BUSINESS NAME STATEMENT <box>4 428 168 438</box>
notice-file-number: File No. 2017124630 <box>4 608 67 617</box>
legal-notice <box>1138 68 1356 130</box>
notice-body: The following person(s) is (are) doing business as: LE MIRAGE QUALITY & BEAUTY, 963 FLORENCE AVE, DOWNEY, CA 90240. Full name of registrant(s) is (are) ALBERTO GARCIA COLOTLA, 11622 TINA ST, NORWALK, CA 90650. This Business is conducted by: An Individual. Signed: ALBERTO GARCIA COLOTLA. This statement was filed with the County Clerk of Los Angeles County on 05/12/2017. The registrant(s) has (have) commenced to transact business under the fictitious business name or names listed above on 01/2016. NOTICE- This Fictitious Name Statement expires five years from the date it was filed in the office of the County Clerk. A new Fictitious Business Name Statement must be filed prior to that date. The filing of this statement does not of itself authorize the use in this state of a Fictitious Business Name in violation of the rights of another under Federal, State, or common law (See section 14411 et seq., Business and Professions Code)Publish: Mountain Views News <box>684 113 903 248</box>
notice-publication-dates: Publish: ES Mountain Views News May 20, 27, June 3,10, 2017 <box>1138 547 1327 556</box>
notice-heading: FICTITIOUS BUSINESS NAME STATEMENT <box>1138 402 1302 411</box>
notice-file-number: File No. 2017-129609 <box>911 465 977 474</box>
notice-heading: FICTITIOUS BUSINESS NAME STATEMENT <box>230 1195 395 1204</box>
notice-body: The following person(s) is (are) doing business as: RV TRUCKING 9047 RAMONA ST, BELLFLOWER, CA 90706. Full name of registrant(s) is (are) RENE LEONARDOVELASQUEZ, 9047 RAMONA ST, BELLFLOWER, CA 90706. This Business is conducted by: An Individual. Signed: RENE LEONARDO VELASQUEZ. <box>911 392 1130 438</box>
notice-heading: FICTITIOUS BUSINESS NAME STATEMENT <box>1138 855 1302 864</box>
